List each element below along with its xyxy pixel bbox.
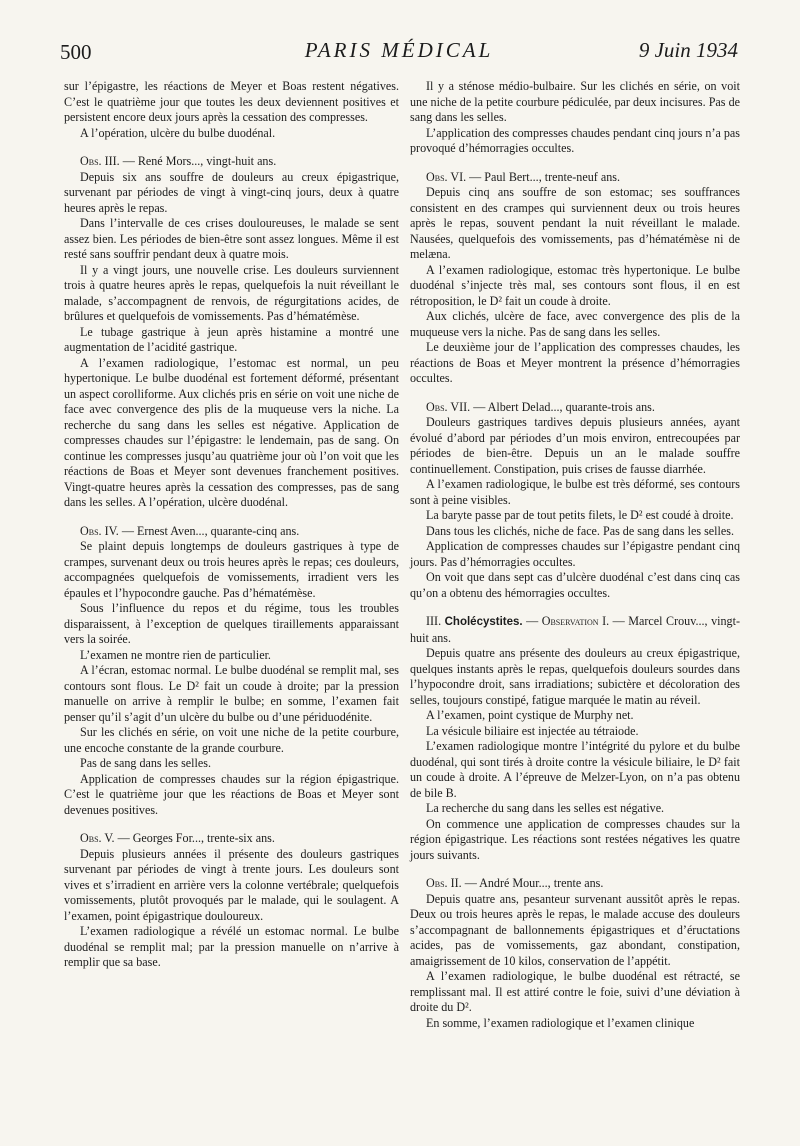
paragraph: A l’examen radiologique, l’estomac est normal, un peu hypertonique. Le bulbe duodénal est fortement déformé, présentant un aspect corolliforme. Aux clichés pris en série on voit une niche de face avec convergence des plis de la muqueuse vers la niche. La recherche du sang dans les selles est négative. Application de compresses chaudes sur l’épigastre: le lendemain, pas de sang. On continue les compresses jusqu’au quatrième jour où l’on voit que les réactions de Boas et Meyer sont devenues franchement positives. Vingt-quatre heures après la cessation des compresses, pas de sang dans les selles. A l’opération, ulcère duodénal. [64, 355, 399, 509]
paragraph: Application de compresses chaudes sur l’épigastre pendant cinq jours. Pas d’hémorragies occultes. [410, 539, 740, 569]
paragraph: L’application des compresses chaudes pendant cinq jours n’a pas provoqué d’hémorragies occultes. [410, 125, 740, 155]
section-title: Cholécystites. [444, 616, 523, 628]
observation-label: Obs. VII. [426, 399, 471, 414]
issue-date: 9 Juin 1934 [638, 38, 738, 62]
right-column [410, 79, 740, 1031]
paragraph: Se plaint depuis longtemps de douleurs gastriques à type de crampes, survenant deux ou trois heures après le repas; ces douleurs, accompagnées quelquefois de vomissements, irradient vers les épaules et l’hypocondre gauche. Pas d’hématémèse. [64, 539, 399, 600]
paragraph: Depuis quatre ans présente des douleurs au creux épigastrique, quelques instants après le repas, quelquefois douleurs sourdes dans l’hypocondre droit, sans irradiations; subictère et décoloration des selles, toujours constipé, fatigue marquée le matin au réveil. [410, 646, 740, 707]
paragraph: A l’examen radiologique, le bulbe duodénal est rétracté, se remplissant mal. Il est attiré contre le foie, suivi d’une déviation à droite du D². [410, 969, 740, 1014]
observation-heading [64, 154, 399, 170]
paragraph: En somme, l’examen radiologique et l’examen clinique [426, 1015, 695, 1030]
paragraph: A l’opération, ulcère du bulbe duodénal. [80, 125, 276, 140]
paragraph: Pas de sang dans les selles. [80, 756, 211, 770]
paragraph: A l’examen radiologique, le bulbe est très déformé, ses contours sont à peine visibles. [410, 477, 740, 507]
observation-label: Obs. IV. [80, 523, 119, 538]
paragraph: Sous l’influence du repos et du régime, tous les troubles disparaissent, à l’exception de quelques tiraillements apparaissant vers la soirée. [64, 601, 399, 646]
paragraph: La recherche du sang dans les selles est négative. [426, 801, 665, 815]
paragraph: Il y a sténose médio-bulbaire. Sur les clichés en série, on voit une niche de la petite courbure pédiculée, par deux incisures. Pas de sang dans les selles. [410, 79, 740, 124]
observation-heading [410, 170, 740, 186]
paragraph: La vésicule biliaire est injectée au tétraiode. [426, 723, 639, 738]
observation-heading [410, 400, 740, 416]
patient-name: — René Mors..., vingt-huit ans. [122, 154, 277, 168]
paragraph: A l’écran, estomac normal. Le bulbe duodénal se remplit mal, ses contours sont flous. Le D² fait un coude à droite; par la pression manuelle on arrive à remplir le bulbe; en somme, l’examen fait penser qu’il s’agit d’un ulcère du bulbe ou d’une périduodénite. [64, 663, 399, 724]
patient-name: — Georges For..., trente-six ans. [117, 831, 275, 845]
paragraph: A l’examen, point cystique de Murphy net. [426, 708, 634, 722]
paragraph: Le tubage gastrique à jeun après histamine a montré une augmentation de l’acidité gastrique. [64, 324, 399, 354]
section-number: III. [426, 614, 442, 628]
observation-label: Obs. III. [80, 154, 120, 168]
left-column [64, 79, 399, 971]
paragraph: L’examen radiologique a révélé un estomac normal. Le bulbe duodénal se remplit mal; par la pression manuelle on n’arrive à remplir que sa base. [64, 924, 399, 969]
paragraph: Depuis quatre ans, pesanteur survenant aussitôt après le repas. Deux ou trois heures après le repas, le malade accuse des douleurs s’accompagnant de ballonnements épigastriques et d’éructations acides, pas de vomissements, gaz abondant, constipation, amaigrissement de 10 kilos, conservation de l’appétit. [410, 891, 740, 968]
paragraph: Douleurs gastriques tardives depuis plusieurs années, ayant évolué d’abord par périodes d’un mois environ, entrecoupées par périodes de bien-être. Depuis un an le malade souffre continuellement. Constipation, puis crises de fausse diarrhée. [410, 415, 740, 476]
paragraph: sur l’épigastre, les réactions de Meyer et Boas restent négatives. C’est le quatrième jour que toutes les deux deviennent positives et persistent encore deux jours après la cessation des compresses. [64, 79, 399, 124]
observation-label: Obs. VI. [426, 169, 467, 184]
paragraph: Depuis cinq ans souffre de son estomac; ses souffrances consistent en des crampes qui surviennent deux ou trois heures après le repas, souvent pendant la nuit réveillant le malade. Nausées, quelquefois des vomissements, pas d’hématémèse ni de melæna. [410, 185, 740, 261]
page-header [60, 38, 738, 68]
observation-heading [64, 831, 399, 847]
patient-name: — André Mour..., trente ans. [464, 876, 604, 890]
observation-label: Obs. V. [80, 831, 115, 845]
paragraph: La baryte passe par de tout petits filets, le D² est coudé à droite. [426, 508, 734, 522]
paragraph: A l’examen radiologique, estomac très hypertonique. Le bulbe duodénal s’injecte très mal, ses contours sont flous, il en est rétroposition, le D² fait un coude à droite. [410, 262, 740, 308]
paragraph: Sur les clichés en série, on voit une niche de la petite courbure, une encoche constante de la grande courbure. [64, 725, 399, 755]
observation-heading [64, 524, 399, 540]
patient-name: — Albert Delad..., quarante-trois ans. [473, 399, 655, 414]
patient-name: — Marcel Crouv..., vingt-huit ans. [410, 614, 740, 645]
observation-label: — Observation I. [526, 614, 610, 628]
section-heading [410, 614, 740, 646]
paragraph: Il y a vingt jours, une nouvelle crise. Les douleurs surviennent trois à quatre heures après le repas, quelquefois la nuit réveillant le malade, s’accompagnent de renvois, de régurgitations acides, de brûlures et quelquefois de vomissements. Pas d’hématémèse. [64, 262, 399, 323]
paragraph: On commence une application de compresses chaudes sur la région épigastrique. Les réactions sont restées négatives les quatre jours suivants. [410, 816, 740, 862]
observation-label: Obs. II. [426, 876, 462, 890]
paragraph: On voit que dans sept cas d’ulcère duodénal c’est dans cinq cas qu’on a obtenu des hémorragies occultes. [410, 570, 740, 600]
journal-title: PARIS MÉDICAL [304, 38, 494, 62]
paragraph: Depuis plusieurs années il présente des douleurs gastriques survenant par périodes de vingt à trente jours. Les douleurs sont vives et s’irradient en arrière vers la colonne vertébrale; quelquefois vomissements, plutôt provoqués par le malade, qui le soulagent. A l’examen, point épigastrique douloureux. [64, 846, 399, 923]
paragraph: Dans l’intervalle de ces crises douloureuses, le malade se sent assez bien. Les périodes de bien-être sont assez longues. Même il est resté sans souffrir pendant deux à quatre mois. [64, 216, 399, 261]
paragraph: Le deuxième jour de l’application des compresses chaudes, les réactions de Boas et Meyer montrent la présence d’hémorragies occultes. [410, 340, 740, 385]
patient-name: — Ernest Aven..., quarante-cinq ans. [121, 523, 300, 538]
paragraph: Depuis six ans souffre de douleurs au creux épigastrique, survenant par périodes de vingt à vingt-cinq jours, deux à quatre heures après le repas. [64, 169, 399, 215]
paragraph: Application de compresses chaudes sur la région épigastrique. C’est le quatrième jour que les réactions de Boas et Meyer sont devenues positives. [64, 771, 399, 817]
paragraph: L’examen radiologique montre l’intégrité du pylore et du bulbe duodénal, qui sont tirés à droite contre la vésicule biliaire, le D² fait un coude à droite. A l’épreuve de Melzer-Lyon, on n’a pas obtenu de bile B. [410, 739, 740, 800]
observation-heading [410, 876, 740, 892]
patient-name: — Paul Bert..., trente-neuf ans. [469, 169, 620, 184]
page-number: 500 [60, 40, 92, 64]
paragraph: Dans tous les clichés, niche de face. Pas de sang dans les selles. [426, 523, 734, 538]
paragraph: Aux clichés, ulcère de face, avec convergence des plis de la muqueuse vers la niche. Pas de sang dans les selles. [410, 309, 740, 339]
paragraph: L’examen ne montre rien de particulier. [80, 647, 271, 662]
